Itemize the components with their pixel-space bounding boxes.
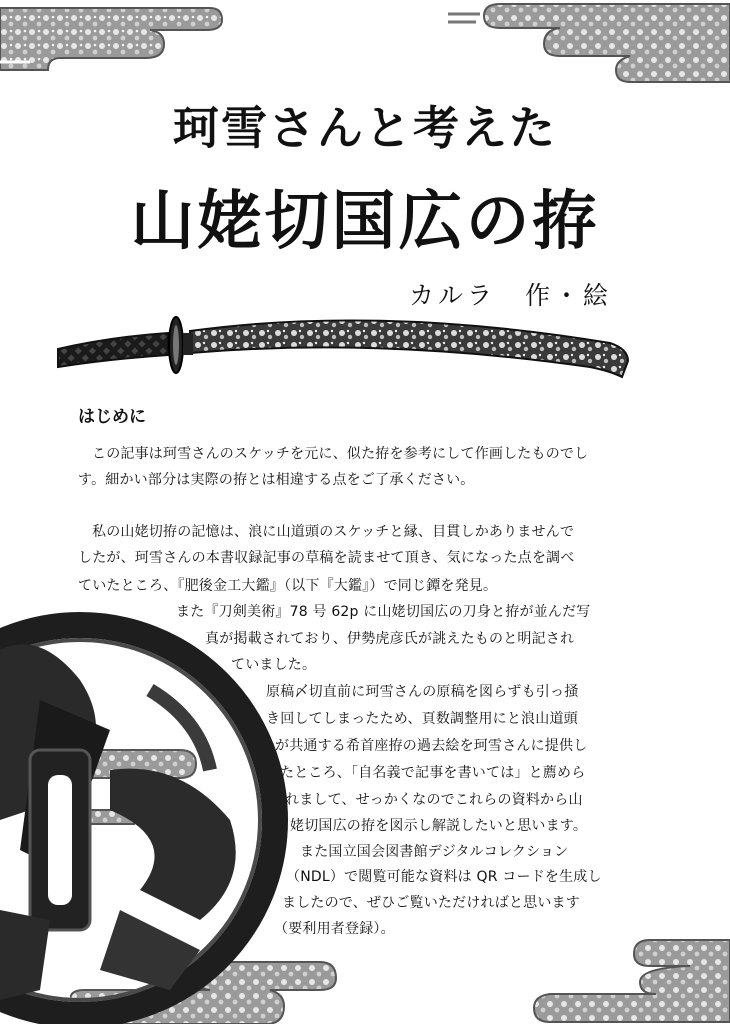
- body-line: き回してしまったため、頁数調整用にと浪山道頭: [266, 711, 578, 727]
- body-line: 姥切国広の拵を図示し解説したいと思います。: [290, 818, 588, 834]
- body-line: 真が掲載されており、伊勢虎彦氏が誂えたものと明記され: [205, 631, 575, 647]
- body-line: が共通する希首座拵の過去絵を珂雪さんに提供し: [275, 738, 588, 754]
- body-line: 私の山姥切拵の記憶は、浪に山道頭のスケッチと縁、目貫しかありませんで: [92, 524, 575, 540]
- body-line: ましたので、ぜひご覧いただければと思います: [282, 895, 580, 911]
- body-line: す。細かい部分は実際の拵とは相違する点をご了承ください。: [78, 472, 475, 488]
- title-line-2: 山姥切国広の拵: [130, 184, 600, 259]
- body-line: （NDL）で閲覧可能な資料は QR コードを生成し: [286, 869, 602, 885]
- cloud-pattern-top-right: [440, 0, 730, 85]
- author-credit: カルラ 作・絵: [408, 281, 612, 310]
- title-line-1: 珂雪さんと考えた: [173, 101, 557, 155]
- body-line: この記事は珂雪さんのスケッチを元に、似た拵を参考にして作画したものでし: [92, 446, 589, 462]
- body-line: また国立国会図書館デジタルコレクション: [300, 844, 569, 860]
- cloud-pattern-top-left: [0, 0, 240, 80]
- body-line: したが、珂雪さんの本書収録記事の草稿を読ませて頂き、気になった点を調べ: [78, 550, 575, 566]
- section-heading: はじめに: [78, 407, 146, 427]
- body-line: たところ、「自名義で記事を書いては」と薦めら: [280, 765, 586, 781]
- cloud-pattern-bottom-right: [490, 930, 730, 1024]
- body-line: 原稿〆切直前に珂雪さんの原稿を図らずも引っ掻: [266, 684, 579, 700]
- body-line: ていたところ、『肥後金工大鑑』（以下『大鑑』）で同じ鐔を発見。: [78, 578, 498, 594]
- sword-illustration: [50, 305, 650, 395]
- body-line: （要利用者登録）。: [274, 921, 395, 937]
- body-line: また『刀剣美術』78 号 62p に山姥切国広の刀身と拵が並んだ写: [176, 604, 591, 620]
- body-line: ていました。: [231, 657, 317, 673]
- body-line: れまして、せっかくなのでこれらの資料から山: [285, 792, 583, 808]
